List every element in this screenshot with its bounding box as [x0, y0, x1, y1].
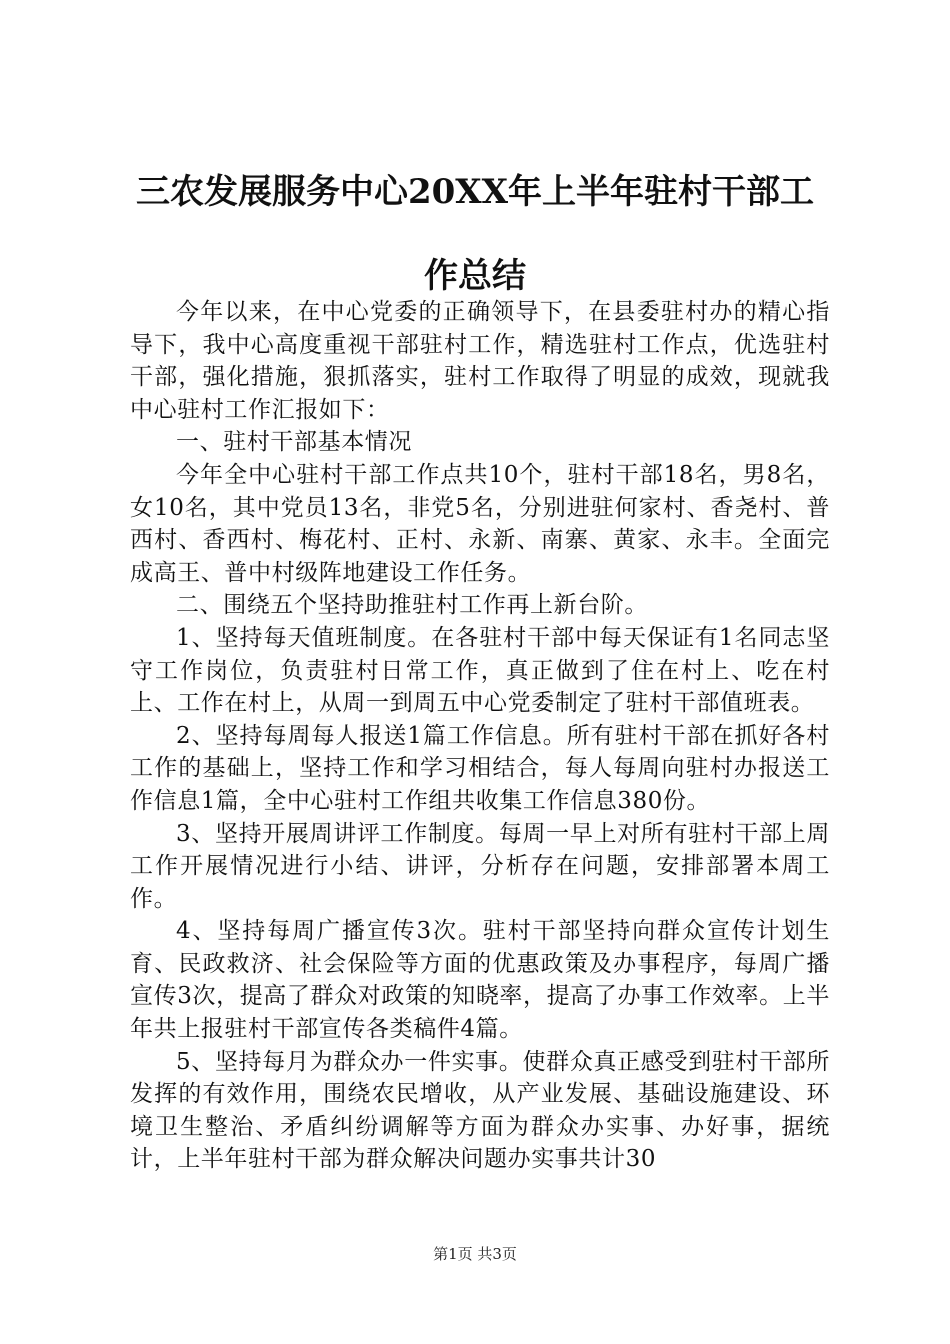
paragraph-item-5: 5、坚持每月为群众办一件实事。使群众真正感受到驻村干部所发挥的有效作用，围绕农民增收，从产业发展、基础设施建设、环境卫生整治、矛盾纠纷调解等方面为群众办实事、办好事，据统计，上半年驻村干部为群众解决问题办实事共计30 — [130, 1048, 830, 1173]
paragraph-item-4: 4、坚持每周广播宣传3次。驻村干部坚持向群众宣传计划生育、民政救济、社会保险等方面的优惠政策及办事程序，每周广播宣传3次，提高了群众对政策的知晓率，提高了办事工作效率。上半年共上报驻村干部宣传各类稿件4篇。 — [130, 918, 830, 1043]
section-heading-1: 一、驻村干部基本情况 — [176, 429, 412, 456]
page-footer: 第1页 共3页 — [433, 1245, 517, 1263]
document-body — [130, 296, 830, 1176]
document-title: 三农发展服务中心20XX年上半年驻村干部工作总结 — [135, 172, 815, 296]
section-heading-2: 二、围绕五个坚持助推驻村工作再上新台阶。 — [176, 592, 648, 619]
paragraph-basic-info: 今年全中心驻村干部工作点共10个，驻村干部18名，男8名，女10名，其中党员13名，非党5名，分别进驻何家村、香尧村、普西村、香西村、梅花村、正村、永新、南寨、黄家、永丰。全面完成高王、普中村级阵地建设工作任务。 — [130, 461, 830, 586]
paragraph-item-1: 1、坚持每天值班制度。在各驻村干部中每天保证有1名同志坚守工作岗位，负责驻村日常工作，真正做到了住在村上、吃在村上、工作在村上，从周一到周五中心党委制定了驻村干部值班表。 — [130, 624, 830, 717]
paragraph-item-3: 3、坚持开展周讲评工作制度。每周一早上对所有驻村干部上周工作开展情况进行小结、讲评，分析存在问题，安排部署本周工作。 — [130, 820, 830, 912]
paragraph-item-2: 2、坚持每周每人报送1篇工作信息。所有驻村干部在抓好各村工作的基础上，坚持工作和学习相结合，每人每周向驻村办报送工作信息1篇，全中心驻村工作组共收集工作信息380份。 — [130, 722, 830, 814]
paragraph-intro: 今年以来，在中心党委的正确领导下，在县委驻村办的精心指导下，我中心高度重视干部驻村工作，精选驻村工作点，优选驻村干部，强化措施，狠抓落实，驻村工作取得了明显的成效，现就我中心驻村工作汇报如下： — [130, 299, 830, 423]
